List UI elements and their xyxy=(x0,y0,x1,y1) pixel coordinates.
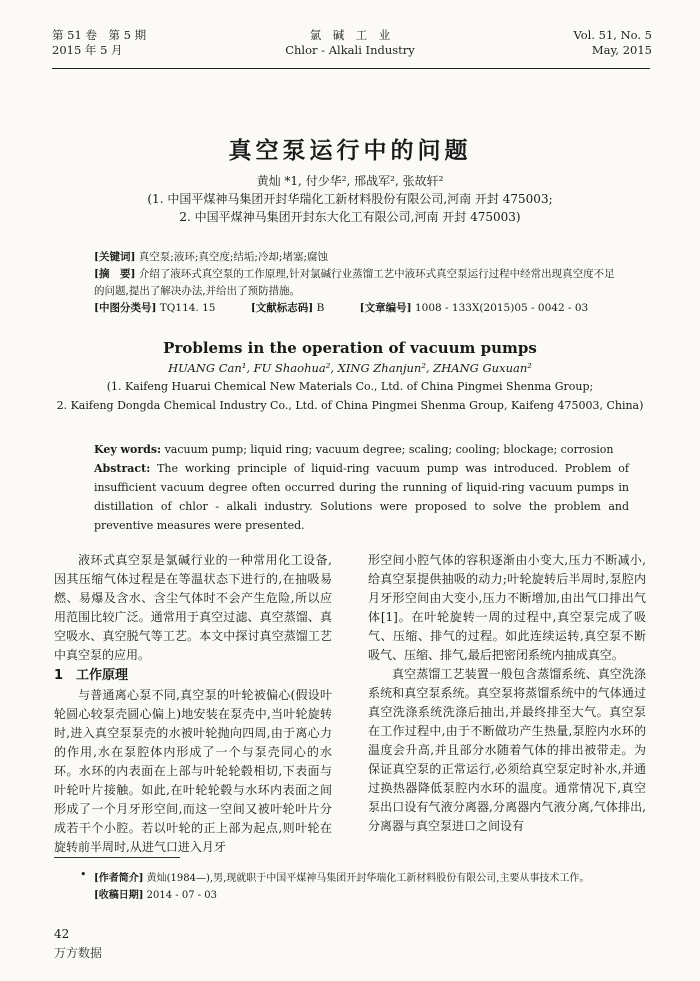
abstract-en-label: Abstract: xyxy=(94,462,151,475)
classification-code-label: [中图分类号] xyxy=(94,302,157,314)
bullet-icon: • xyxy=(80,868,87,881)
publish-date-en: May, 2015 xyxy=(591,43,652,57)
article-number-label: [文章编号] xyxy=(359,302,412,314)
intro-paragraph: 液环式真空泵是氯碱行业的一种常用化工设备,因其压缩气体过程是在等温状态下进行的,在抽吸易燃、易爆及含水、含尘气体时不会产生危险,所以应用范围比较广泛。通常用于真空过滤、真空蒸馏、真空吸水、真空脱气等工艺。本文中探讨真空蒸馏工艺中真空泵的应用。 xyxy=(54,553,332,662)
author-bio xyxy=(94,870,664,887)
author-bio-label: [作者简介] xyxy=(94,873,144,884)
body-column-right xyxy=(368,551,646,836)
volume-issue-cn: 第 51 卷 第 5 期 xyxy=(52,28,147,42)
section1-paragraph-1-continued: 形空间小腔气体的容积逐渐由小变大,压力不断减小,给真空泵提供抽吸的动力;叶轮旋转后半周时,泵腔内月牙形空间由大变小,压力不断增加,由出气口排出气体[1]。在叶轮旋转一周的过程中,真空泵完成了吸气、压缩、排气的过程。如此连续运转,真空泵不断吸气、压缩、排气,最后把密闭系统内抽成真空。 xyxy=(368,553,646,662)
keywords-cn-text: 真空泵;液环;真空度;结垢;冷却;堵塞;腐蚀 xyxy=(138,251,329,263)
article-number-value: 1008 - 133X(2015)05 - 0042 - 03 xyxy=(414,302,589,314)
header-divider xyxy=(52,68,650,69)
received-date-label: [收稿日期] xyxy=(94,890,144,901)
article-title-cn: 真空泵运行中的问题 xyxy=(228,137,472,164)
document-code xyxy=(251,302,341,314)
watermark: 万方数据 xyxy=(54,946,103,960)
section1-paragraph-1: 与普通离心泵不同,真空泵的叶轮被偏心(假设叶轮圆心较泵壳圆心偏上)地安装在泵壳中,当叶轮旋转时,进入真空泵泵壳的水被叶轮抛向四周,由于离心力的作用,水在泵腔体内形成了一个与泵壳同心的水环。水环的内表面在上部与叶轮轮毂相切,下表面与叶轮叶片接触。如此,在叶轮轮毂与水环内表面之间形成了一个月牙形空间,而这一空间又被叶轮叶片分成若干个小腔。若以叶轮的正上部为起点,则叶轮在旋转前半周时,从进气口进入月牙 xyxy=(54,688,332,854)
footnote-divider xyxy=(54,857,180,858)
header-volume-en xyxy=(573,28,652,58)
received-date xyxy=(94,887,664,904)
authors-cn: 黄灿 *1, 付少华², 邢战军², 张故轩² xyxy=(256,174,444,188)
affiliation-en-2: 2. Kaifeng Dongda Chemical Industry Co., Ltd. of China Pingmei Shenma Group, Kaifeng 475003, China) xyxy=(56,399,644,412)
document-code-label: [文献标志码] xyxy=(250,302,314,314)
authors-en: HUANG Can¹, FU Shaohua², XING Zhanjun², ZHANG Guxuan² xyxy=(168,361,532,375)
keywords-en-label: Key words: xyxy=(94,443,162,456)
keywords-cn-label: [关键词] xyxy=(94,251,136,263)
abstract-cn xyxy=(94,266,624,300)
volume-issue-en: Vol. 51, No. 5 xyxy=(573,28,652,42)
classification-code-value: TQ114. 15 xyxy=(159,302,216,314)
page-number: 42 xyxy=(54,927,70,941)
affiliation-cn-1: (1. 中国平煤神马集团开封华瑞化工新材料股份有限公司,河南 开封 475003; xyxy=(147,192,553,206)
abstract-en xyxy=(94,459,629,535)
classification-code xyxy=(94,302,231,314)
keywords-cn xyxy=(94,249,624,266)
keywords-en-text: vacuum pump; liquid ring; vacuum degree; scaling; cooling; blockage; corrosion xyxy=(161,443,614,456)
publish-date-cn: 2015 年 5 月 xyxy=(52,43,123,57)
author-bio-text: 黄灿(1984—),男,现就职于中国平煤神马集团开封华瑞化工新材料股份有限公司,主要从事技术工作。 xyxy=(143,873,590,884)
abstract-cn-label: [摘 要] xyxy=(94,268,136,280)
abstract-en-text: The working principle of liquid-ring vacuum pump was introduced. Problem of insufficient vacuum degree often occurred during the running of liquid-ring vacuum pumps in distillation of chlor - alkali industry. Solutions were proposed to solve the problem and preventive measures were presented. xyxy=(94,462,629,532)
article-number xyxy=(360,302,605,314)
journal-name-cn: 氯 碱 工 业 xyxy=(309,28,391,42)
abstract-cn-text: 介绍了液环式真空泵的工作原理,针对氯碱行业蒸馏工艺中液环式真空泵运行过程中经常出现真空度不足的问题,提出了解决办法,并给出了预防措施。 xyxy=(94,268,615,297)
affiliation-cn-2: 2. 中国平煤神马集团开封东大化工有限公司,河南 开封 475003) xyxy=(179,210,521,224)
section1-paragraph-2: 真空蒸馏工艺装置一般包含蒸馏系统、真空洗涤系统和真空泵系统。真空泵将蒸馏系统中的气体通过真空洗涤系统洗涤后抽出,并最终排至大气。真空泵在工作过程中,由于不断做功产生热量,泵腔内水环的温度会升高,并且部分水随着气体的排出被带走。为保证真空泵的正常运行,必须给真空泵定时补水,并通过换热器降低泵腔内水环的温度。通常情况下,真空泵出口设有气液分离器,分离器内气液分离,气体排出,分离器与真空泵进口之间设有 xyxy=(368,667,646,833)
keywords-en xyxy=(94,440,629,459)
article-title-en: Problems in the operation of vacuum pumps xyxy=(163,339,537,357)
section-heading-1: 1 工作原理 xyxy=(54,668,129,683)
document-code-value: B xyxy=(316,302,325,314)
classification-line xyxy=(94,300,624,317)
received-date-text: 2014 - 07 - 03 xyxy=(143,890,218,901)
journal-name-en: Chlor - Alkali Industry xyxy=(285,43,415,57)
affiliation-en-1: (1. Kaifeng Huarui Chemical New Materials Co., Ltd. of China Pingmei Shenma Group; xyxy=(106,380,594,393)
body-column-left xyxy=(54,551,332,857)
